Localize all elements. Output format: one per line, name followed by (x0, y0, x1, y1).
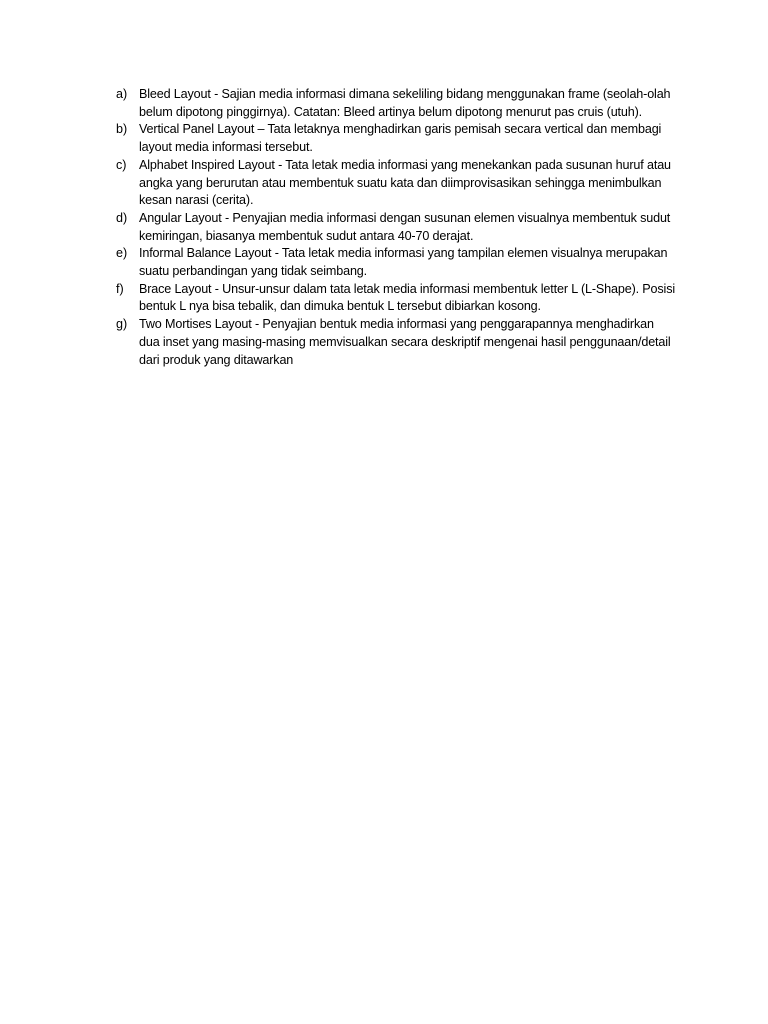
list-marker: d) (116, 210, 128, 225)
layout-types-list (116, 86, 676, 369)
list-item-a (116, 86, 676, 121)
list-marker: e) (116, 246, 128, 261)
list-item-text: Alphabet Inspired Layout - Tata letak media informasi yang menekankan pada susunan huruf atau angka yang berurutan atau membentuk suatu kata dan diimprovisasikan sehingga menimbulkan kesan narasi (cerita). (139, 157, 671, 208)
list-marker: g) (116, 317, 128, 332)
list-item-c (116, 157, 676, 210)
list-item-text: Angular Layout - Penyajian media informasi dengan susunan elemen visualnya membentuk sudut kemiringan, biasanya membentuk sudut antara 40-70 derajat. (139, 210, 671, 243)
list-item-text: Brace Layout - Unsur-unsur dalam tata letak media informasi membentuk letter L (L-Shape). Posisi bentuk L nya bisa tebalik, dan dimuka bentuk L tersebut dibiarkan kosong. (139, 281, 676, 314)
list-marker: f) (116, 281, 124, 296)
list-item-d (116, 210, 676, 245)
list-marker: b) (116, 122, 128, 137)
list-item-g (116, 316, 676, 369)
list-marker: a) (116, 87, 128, 101)
list-item-text: Two Mortises Layout - Penyajian bentuk media informasi yang penggarapannya menghadirkan dua inset yang masing-masing memvisualkan secara deskriptif mengenai hasil penggunaan/detail dari produk yang ditawarkan (139, 317, 671, 367)
list-item-text: Informal Balance Layout - Tata letak media informasi yang tampilan elemen visualnya merupakan suatu perbandingan yang tidak seimbang. (139, 246, 668, 279)
list-item-text: Bleed Layout - Sajian media informasi dimana sekeliling bidang menggunakan frame (seolah-olah belum dipotong pinggirnya). Catatan: Bleed artinya belum dipotong menurut pas cruis (utuh). (139, 87, 671, 119)
list-item-e (116, 245, 676, 280)
list-marker: c) (116, 157, 127, 172)
list-item-text: Vertical Panel Layout – Tata letaknya menghadirkan garis pemisah secara vertical dan membagi layout media informasi tersebut. (139, 122, 662, 155)
list-item-b (116, 121, 676, 156)
list-item-f (116, 281, 676, 316)
